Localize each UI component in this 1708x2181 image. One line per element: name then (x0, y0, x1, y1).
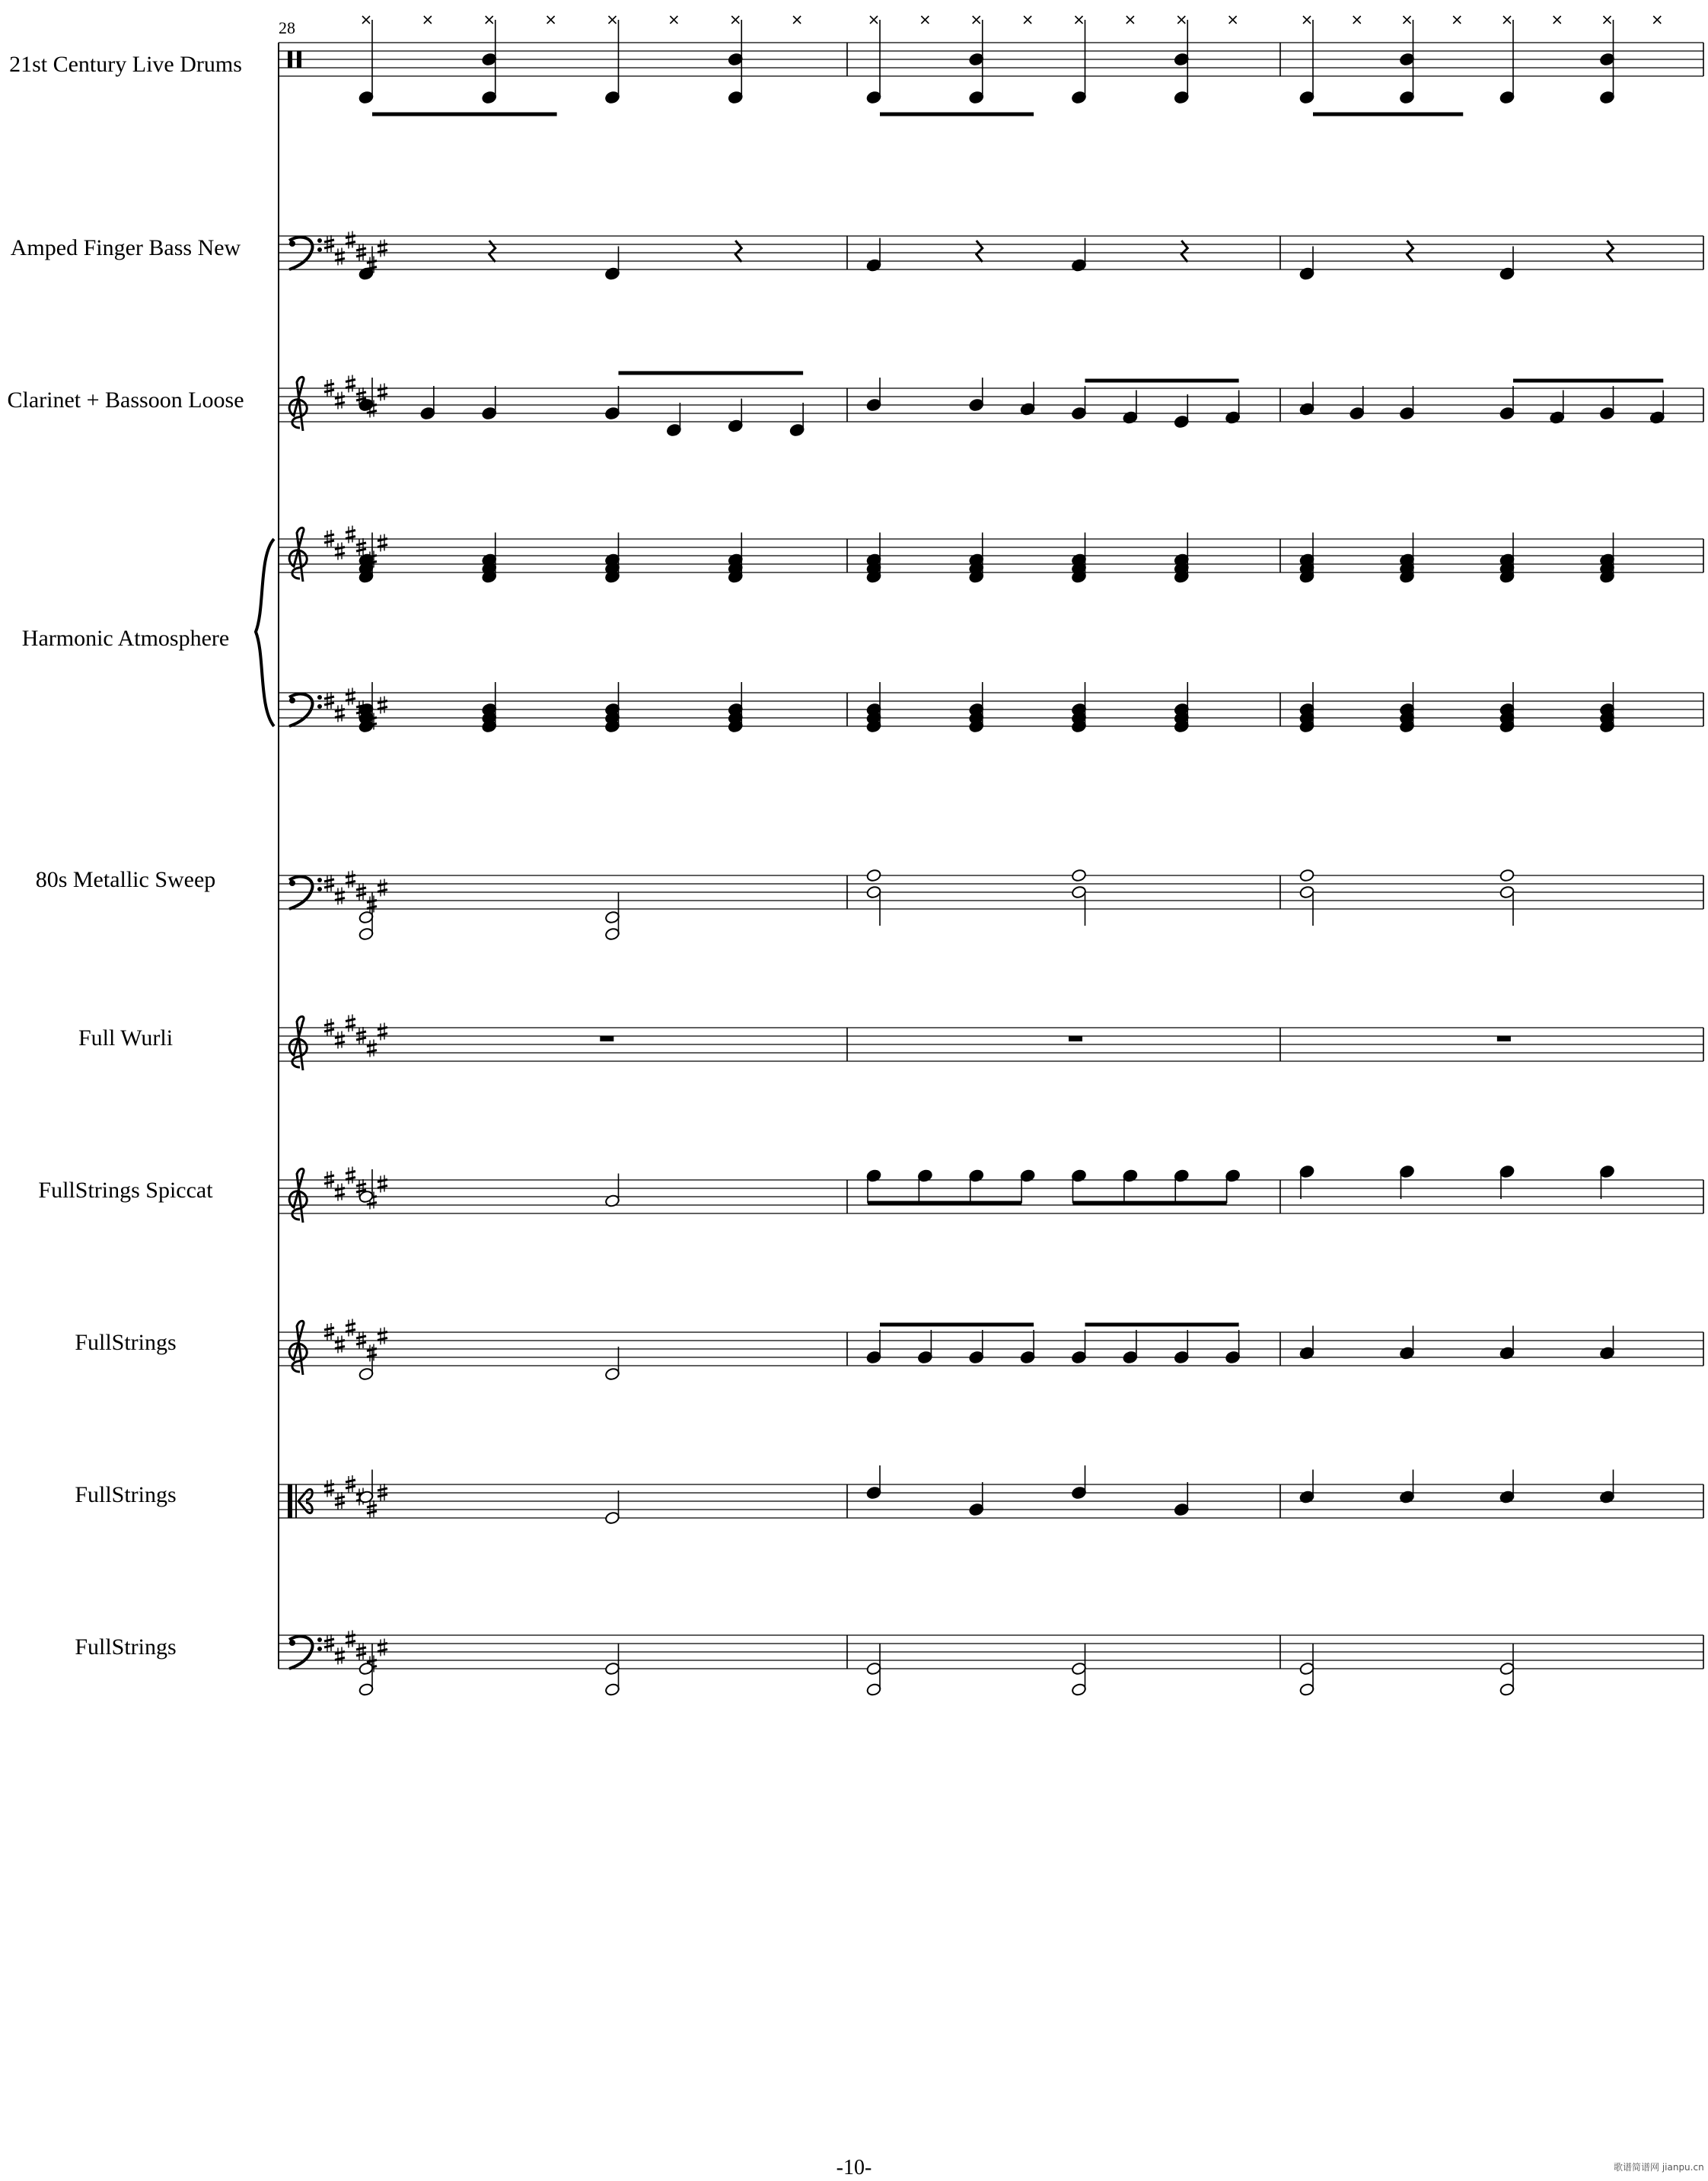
note-head (1020, 1169, 1035, 1182)
half-note (866, 869, 881, 882)
measure-number: 28 (279, 18, 295, 37)
sharp-sign (335, 888, 345, 905)
cymbal-note (424, 16, 432, 24)
quarter-rest (735, 241, 741, 262)
instrument-label: 21st Century Live Drums (9, 52, 242, 77)
sharp-sign (346, 375, 355, 393)
note-head (604, 266, 620, 280)
percussion-clef (297, 51, 301, 68)
half-note (866, 1682, 881, 1696)
cymbal-note (1075, 16, 1083, 24)
note-head (1225, 1169, 1240, 1182)
sharp-sign (378, 879, 387, 897)
whole-rest (600, 1036, 613, 1041)
half-note (358, 1662, 374, 1676)
instrument-label: 80s Metallic Sweep (35, 867, 216, 892)
treble-clef (289, 1321, 307, 1375)
bass-clef-dot (289, 241, 295, 247)
half-note (1299, 1662, 1314, 1676)
note-head (1071, 407, 1086, 420)
sharp-sign (346, 1631, 355, 1648)
note-head (1071, 1169, 1086, 1182)
kick-note (1499, 91, 1515, 104)
cymbal-note (1503, 16, 1511, 24)
cymbal-note (1024, 16, 1031, 24)
kick-note (866, 91, 881, 104)
sharp-sign (335, 705, 345, 722)
note-head (1649, 410, 1665, 424)
cymbal-note (731, 16, 739, 24)
whole-rest (1497, 1036, 1511, 1041)
bass-clef-dot (317, 247, 322, 252)
note-head (1599, 1165, 1614, 1178)
half-note (358, 927, 374, 941)
half-note (1299, 1682, 1314, 1696)
note-head (1399, 1165, 1414, 1178)
note-head (604, 407, 620, 420)
instrument-label: FullStrings (75, 1482, 177, 1507)
percussion-clef (288, 51, 292, 68)
sharp-sign (335, 543, 345, 560)
kick-note (358, 91, 374, 104)
half-note (358, 1682, 374, 1696)
note-head (969, 1169, 984, 1182)
instrument-label: FullStrings (75, 1330, 177, 1355)
cymbal-note (1404, 16, 1411, 24)
note-head (666, 423, 681, 437)
sharp-sign (367, 1040, 377, 1057)
note-head (1071, 258, 1086, 272)
quarter-rest (1608, 241, 1614, 262)
note-head (1599, 1346, 1614, 1360)
snare-note (728, 53, 743, 66)
note-head (1174, 1350, 1189, 1364)
note-head (1123, 1350, 1138, 1364)
cymbal-note (486, 16, 493, 24)
instrument-label: Amped Finger Bass New (10, 235, 241, 260)
note-head (1020, 1350, 1035, 1364)
half-note (1071, 1662, 1086, 1676)
snare-note (969, 53, 984, 66)
instrument-label: FullStrings (75, 1634, 177, 1660)
snare-note (1599, 53, 1614, 66)
bass-clef-dot (317, 704, 322, 709)
quarter-rest (1181, 241, 1187, 262)
sharp-sign (335, 1184, 345, 1201)
sharp-sign (378, 1175, 387, 1193)
note-head (1599, 407, 1614, 420)
sharp-sign (346, 1319, 355, 1337)
note-head (1350, 407, 1365, 420)
treble-clef (289, 377, 307, 431)
cymbal-note (1653, 16, 1661, 24)
bass-clef-dot (289, 1640, 295, 1646)
cymbal-note (547, 16, 555, 24)
sharp-sign (378, 697, 387, 714)
staff-strings2 (279, 1484, 1703, 1518)
kick-note (1071, 91, 1086, 104)
sharp-sign (378, 1023, 387, 1041)
kick-note (1174, 91, 1189, 104)
half-note (866, 885, 881, 899)
staff-metallic (279, 875, 1703, 909)
note-head (1020, 402, 1035, 416)
sharp-sign (335, 1336, 345, 1354)
whole-rest (1069, 1036, 1082, 1041)
alto-clef (295, 1484, 297, 1518)
half-note (604, 910, 620, 924)
half-note (604, 1682, 620, 1696)
half-note (358, 1490, 374, 1503)
note-head (969, 1350, 984, 1364)
treble-clef (289, 1169, 307, 1223)
note-head (1499, 1346, 1515, 1360)
note-head (1499, 1165, 1515, 1178)
half-note (604, 1367, 620, 1381)
cymbal-note (1177, 16, 1185, 24)
note-head (728, 419, 743, 432)
bass-clef-dot (317, 1637, 322, 1642)
note-head (482, 407, 497, 420)
sharp-sign (346, 688, 355, 706)
half-note (604, 1662, 620, 1676)
half-note (866, 1662, 881, 1676)
cymbal-note (1353, 16, 1361, 24)
bass-clef-dot (317, 887, 322, 891)
cymbal-note (921, 16, 929, 24)
note-head (866, 398, 881, 412)
note-head (1123, 410, 1138, 424)
note-head (917, 1169, 932, 1182)
kick-note (969, 91, 984, 104)
sharp-sign (346, 1015, 355, 1032)
snare-note (482, 53, 497, 66)
half-note (1071, 869, 1086, 882)
alto-clef (288, 1484, 292, 1518)
note-head (1399, 1346, 1414, 1360)
cymbal-note (1229, 16, 1237, 24)
note-head (1299, 402, 1314, 416)
sharp-sign (335, 1647, 345, 1665)
note-head (1499, 1490, 1515, 1503)
instrument-label: Full Wurli (78, 1025, 174, 1051)
cymbal-note (870, 16, 878, 24)
brace (256, 539, 274, 726)
staff-wurli (279, 1028, 1703, 1061)
snare-note (1399, 53, 1414, 66)
half-note (1499, 869, 1515, 882)
sharp-sign (335, 392, 345, 410)
note-head (1123, 1169, 1138, 1182)
note-head (1550, 410, 1565, 424)
half-note (1299, 885, 1314, 899)
treble-clef (289, 528, 307, 582)
note-head (969, 1503, 984, 1516)
half-note (1071, 1682, 1086, 1696)
note-head (1225, 1350, 1240, 1364)
instrument-label: Harmonic Atmosphere (21, 626, 230, 651)
cymbal-note (362, 16, 370, 24)
cymbal-note (670, 16, 677, 24)
note-head (1299, 1165, 1314, 1178)
bass-clef-dot (289, 697, 295, 703)
bass-clef-dot (317, 1647, 322, 1651)
half-note (358, 1367, 374, 1381)
treble-clef (289, 1016, 307, 1070)
note-head (1174, 415, 1189, 429)
staff-strings3 (279, 1635, 1703, 1669)
kick-note (728, 91, 743, 104)
note-head (1174, 1503, 1189, 1516)
bass-clef-dot (317, 878, 322, 882)
note-head (1499, 266, 1515, 280)
note-head (866, 1169, 881, 1182)
bass-clef-dot (317, 695, 322, 700)
note-head (969, 398, 984, 412)
note-head (789, 423, 805, 437)
quarter-rest (977, 241, 983, 262)
cymbal-note (1553, 16, 1561, 24)
cymbal-note (793, 16, 801, 24)
note-head (1499, 407, 1515, 420)
half-note (358, 910, 374, 924)
sharp-sign (346, 526, 355, 544)
sharp-sign (378, 1639, 387, 1656)
watermark: 歌谱简谱网 jianpu.cn (1614, 2162, 1704, 2173)
bass-clef-dot (289, 880, 295, 886)
note-head (1299, 1346, 1314, 1360)
sharp-sign (346, 1167, 355, 1185)
note-head (866, 258, 881, 272)
half-note (604, 1194, 620, 1207)
sharp-sign (378, 534, 387, 552)
instrument-label: Clarinet + Bassoon Loose (7, 387, 244, 413)
kick-note (1399, 91, 1414, 104)
cymbal-note (609, 16, 617, 24)
cymbal-note (973, 16, 980, 24)
quarter-rest (1407, 241, 1413, 262)
staff-strings1 (279, 1332, 1703, 1366)
note-head (1071, 1350, 1086, 1364)
half-note (1499, 1662, 1515, 1676)
sharp-sign (378, 1328, 387, 1345)
note-head (1299, 1490, 1314, 1503)
page-number: -10- (836, 2156, 872, 2179)
note-head (1225, 410, 1240, 424)
note-head (1599, 1490, 1614, 1503)
note-head (917, 1350, 932, 1364)
half-note (604, 1511, 620, 1525)
quarter-rest (489, 241, 496, 262)
cymbal-note (1126, 16, 1134, 24)
half-note (1499, 885, 1515, 899)
kick-note (1299, 91, 1314, 104)
cymbal-note (1453, 16, 1461, 24)
sharp-sign (335, 1032, 345, 1049)
note-head (420, 407, 435, 420)
note-head (1299, 266, 1314, 280)
kick-note (1599, 91, 1614, 104)
kick-note (482, 91, 497, 104)
half-note (604, 927, 620, 941)
sharp-sign (378, 384, 387, 401)
bass-clef-dot (317, 238, 322, 243)
half-note (1299, 869, 1314, 882)
cymbal-note (1604, 16, 1611, 24)
instrument-label: FullStrings Spiccat (38, 1178, 213, 1203)
cymbal-note (1303, 16, 1311, 24)
note-head (1071, 1486, 1086, 1500)
note-head (1174, 1169, 1189, 1182)
staff-spiccato (279, 1180, 1703, 1213)
sharp-sign (378, 240, 387, 257)
half-note (1499, 1682, 1515, 1696)
note-head (1399, 407, 1414, 420)
note-head (1399, 1490, 1414, 1503)
kick-note (604, 91, 620, 104)
note-head (866, 1486, 881, 1500)
sharp-sign (346, 871, 355, 888)
sharp-sign (324, 1480, 334, 1497)
half-note (1071, 885, 1086, 899)
sharp-sign (346, 231, 355, 249)
sharp-sign (335, 248, 345, 266)
snare-note (1174, 53, 1189, 66)
note-head (866, 1350, 881, 1364)
